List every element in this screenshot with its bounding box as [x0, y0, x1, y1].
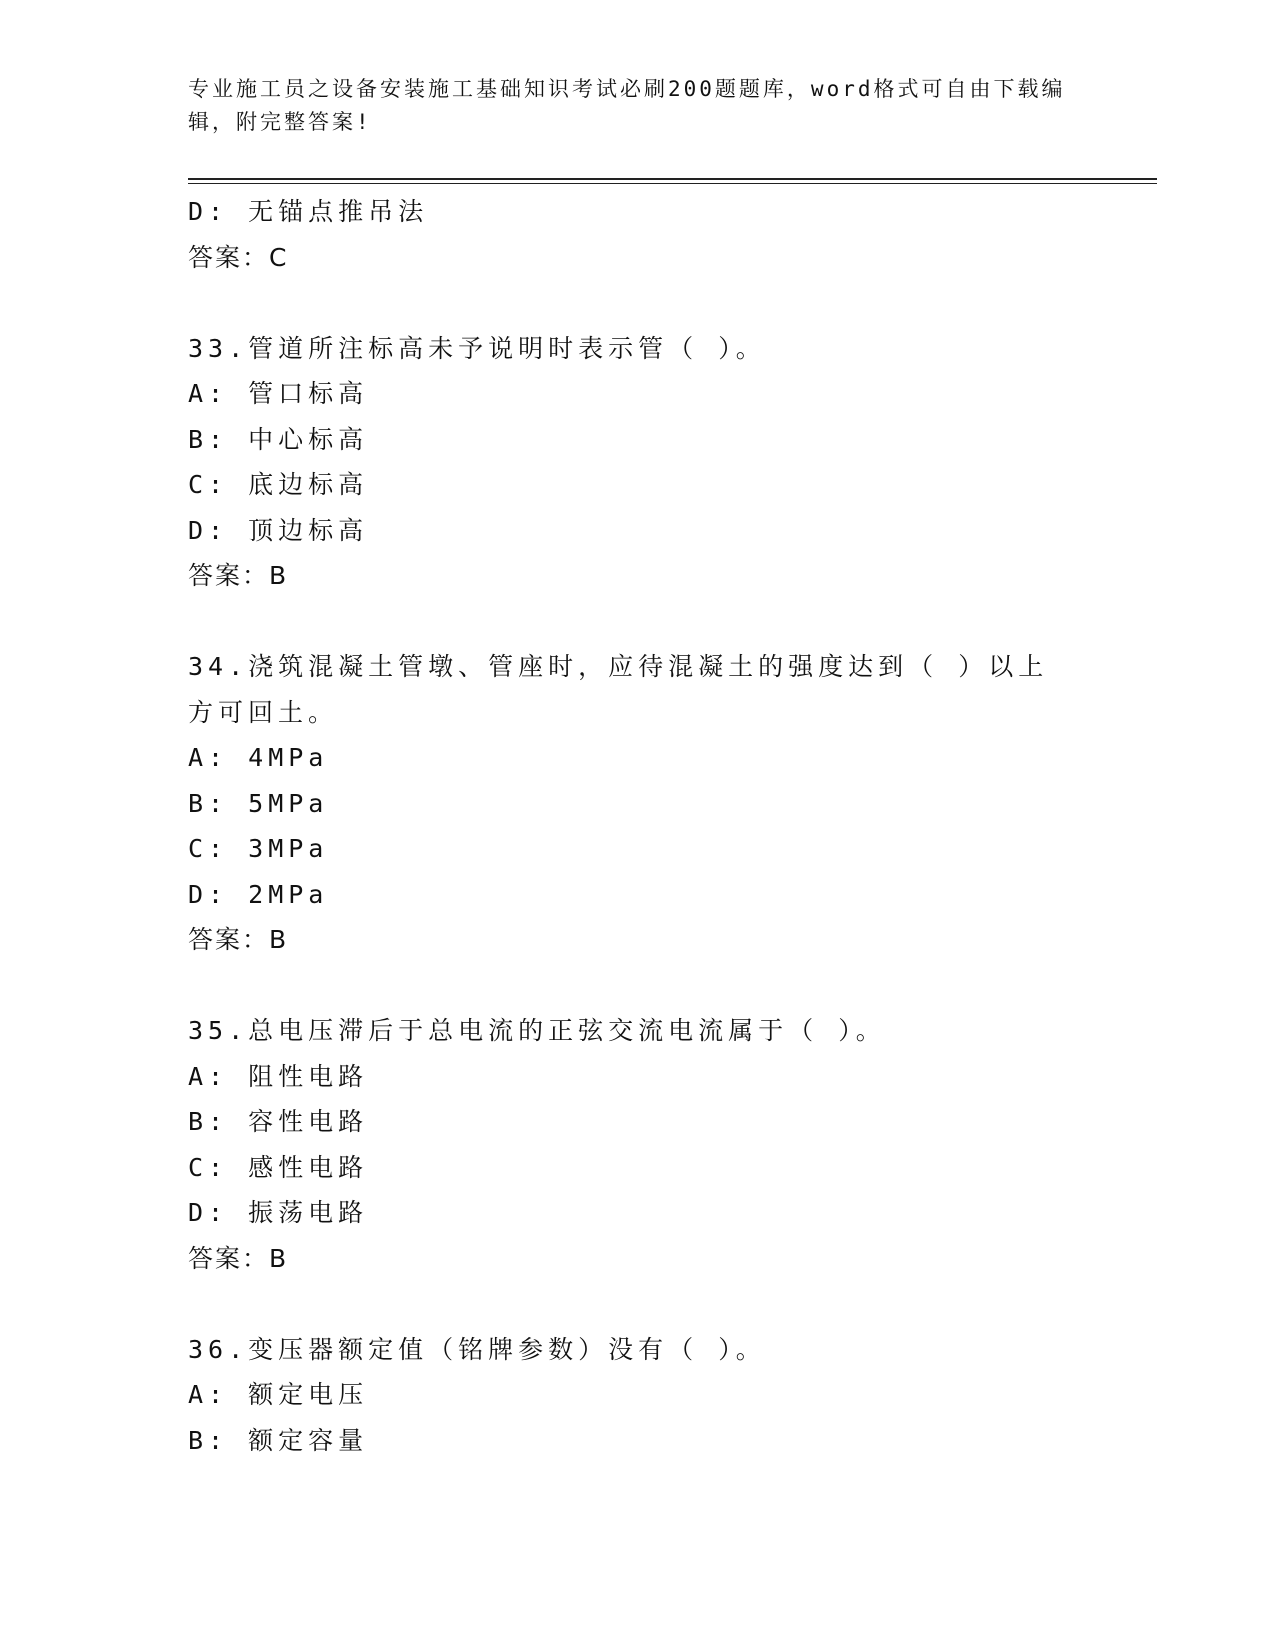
spacer [188, 599, 1088, 645]
option-d: D: 顶边标高 [188, 515, 369, 545]
option-d: D: 2MPa [188, 879, 329, 909]
option-a: A: 4MPa [188, 743, 329, 772]
header-divider-thin [188, 183, 1157, 184]
option-b: B: 中心标高 [188, 424, 369, 454]
question-35 [188, 1008, 1088, 1281]
question-answer: 答案：B [188, 1243, 289, 1273]
question-list [188, 189, 1088, 1463]
question-36 [188, 1327, 1088, 1464]
option-a: A: 阻性电路 [188, 1061, 369, 1091]
question-stem: 35.总电压滞后于总电流的正弦交流电流属于（ ）。 [188, 1016, 886, 1045]
spacer [188, 963, 1088, 1009]
option-a: A: 管口标高 [188, 379, 369, 408]
header-divider-thick [188, 178, 1157, 180]
previous-question-option-d: D: 无锚点推吊法 [188, 197, 429, 226]
question-answer: 答案：B [188, 561, 289, 590]
document-header: 专业施工员之设备安装施工基础知识考试必刷200题题库，word格式可自由下载编辑，附完整答案! [188, 77, 1066, 134]
question-stem: 34.浇筑混凝土管墩、管座时，应待混凝土的强度达到（ ）以上方可回土。 [188, 652, 1049, 727]
option-a: A: 额定电压 [188, 1380, 369, 1409]
option-d: D: 振荡电路 [188, 1198, 369, 1227]
option-b: B: 额定容量 [188, 1425, 369, 1455]
spacer [188, 280, 1088, 326]
question-34 [188, 644, 1088, 963]
spacer [188, 1281, 1088, 1327]
option-c: C: 底边标高 [188, 470, 369, 499]
question-33 [188, 326, 1088, 599]
question-stem: 36.变压器额定值（铭牌参数）没有（ ）。 [188, 1334, 766, 1364]
option-b: B: 容性电路 [188, 1107, 369, 1136]
option-c: C: 3MPa [188, 834, 329, 863]
previous-question-answer: 答案：C [188, 242, 289, 272]
option-b: B: 5MPa [188, 788, 329, 818]
question-stem: 33.管道所注标高未予说明时表示管（ ）。 [188, 333, 766, 363]
question-answer: 答案：B [188, 925, 289, 954]
option-c: C: 感性电路 [188, 1152, 369, 1182]
